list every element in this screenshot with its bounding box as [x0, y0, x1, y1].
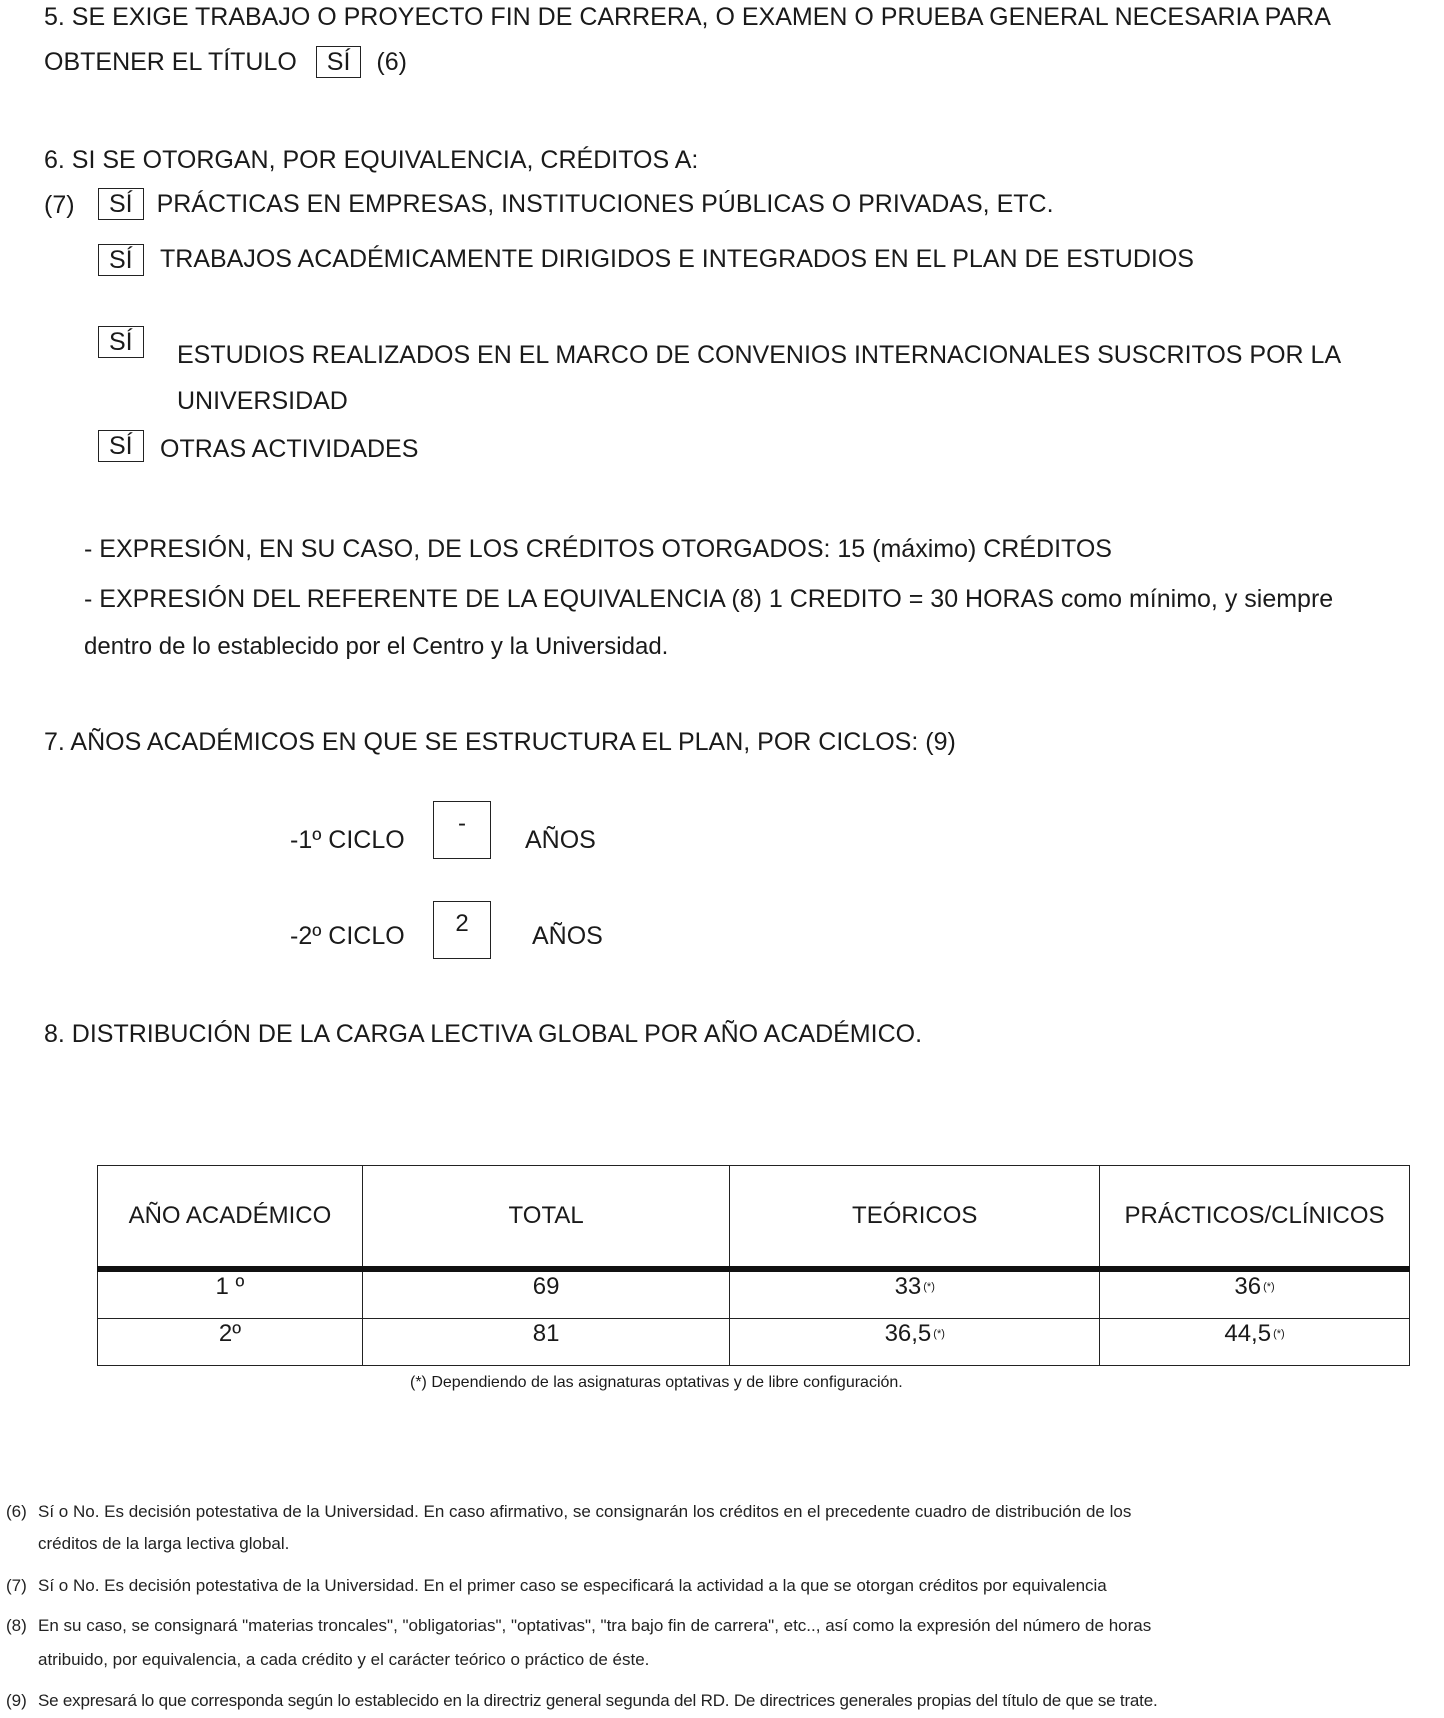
footnote-6-text2: créditos de la larga lectiva global. [38, 1534, 290, 1553]
item2-text: TRABAJOS ACADÉMICAMENTE DIRIGIDOS E INTEGRADOS EN EL PLAN DE ESTUDIOS [160, 245, 1194, 273]
section6-expr3: dentro de lo establecido por el Centro y la Universidad. [84, 633, 669, 660]
item3-checkbox: SÍ [98, 326, 144, 358]
row1-total: 69 [362, 1269, 730, 1319]
header-total: TOTAL [362, 1166, 730, 1270]
item3-text2: UNIVERSIDAD [177, 387, 348, 415]
row2-practicos-cell [1100, 1319, 1410, 1366]
row2-ano: 2º [98, 1319, 363, 1366]
section5-checkbox: SÍ [316, 46, 362, 78]
row1-ano: 1 º [98, 1269, 363, 1319]
table-row [98, 1269, 1410, 1319]
row1-teoricos: 33 [894, 1273, 922, 1300]
section6-heading: 6. SI SE OTORGAN, POR EQUIVALENCIA, CRÉDITOS A: [44, 146, 699, 174]
row2-total: 81 [362, 1319, 730, 1366]
footnote-7-num: (7) [6, 1576, 27, 1595]
section7-heading: 7. AÑOS ACADÉMICOS EN QUE SE ESTRUCTURA EL PLAN, POR CICLOS: (9) [44, 728, 956, 756]
ciclo2-value-box: 2 [433, 901, 491, 959]
section6-expr1: - EXPRESIÓN, EN SU CASO, DE LOS CRÉDITOS OTORGADOS: 15 (máximo) CRÉDITOS [84, 535, 1112, 563]
row1-teoricos-cell [730, 1269, 1100, 1319]
footnote-8-text: En su caso, se consignará "materias troncales", "obligatorias", "optativas", "tra bajo fin de carrera", etc.., así como la expresión del número de horas [38, 1616, 1152, 1635]
carga-lectiva-table [97, 1165, 1410, 1366]
footnote-6-num: (6) [6, 1502, 27, 1521]
row1-practicos: 36 [1234, 1273, 1262, 1300]
header-teoricos: TEÓRICOS [730, 1166, 1100, 1270]
section5-line1: 5. SE EXIGE TRABAJO O PROYECTO FIN DE CARRERA, O EXAMEN O PRUEBA GENERAL NECESARIA PARA [44, 3, 1331, 31]
ciclo1-label: -1º CICLO [290, 826, 405, 854]
footnote-9-num: (9) [6, 1691, 27, 1710]
section5-line2 [44, 46, 407, 78]
item2-checkbox: SÍ [98, 244, 144, 276]
row2-practicos: 44,5 [1224, 1320, 1272, 1347]
section6-item-2 [98, 244, 144, 276]
row2-teoricos-cell [730, 1319, 1100, 1366]
section5-ref: (6) [376, 48, 407, 76]
footnote-9-text: Se expresará lo que corresponda según lo establecido en la directriz general segunda del RD. De directrices generales propias del título de que se trate. [38, 1691, 1158, 1710]
section8-heading: 8. DISTRIBUCIÓN DE LA CARGA LECTIVA GLOBAL POR AÑO ACADÉMICO. [44, 1020, 923, 1048]
section6-expr2: - EXPRESIÓN DEL REFERENTE DE LA EQUIVALENCIA (8) 1 CREDITO = 30 HORAS como mínimo, y siempre [84, 585, 1334, 613]
item4-checkbox: SÍ [98, 430, 144, 462]
row1-practicos-cell [1100, 1269, 1410, 1319]
ciclo2-label: -2º CICLO [290, 922, 405, 950]
ciclo1-unit: AÑOS [525, 826, 596, 854]
footnote-8-num: (8) [6, 1616, 27, 1635]
row1-practicos-asterisk: (*) [1263, 1281, 1275, 1293]
item3-text: ESTUDIOS REALIZADOS EN EL MARCO DE CONVENIOS INTERNACIONALES SUSCRITOS POR LA [177, 341, 1342, 369]
row1-teoricos-asterisk: (*) [923, 1281, 935, 1293]
footnote-6-text: Sí o No. Es decisión potestativa de la Universidad. En caso afirmativo, se consignarán los créditos en el precedente cuadro de distribución de los [38, 1502, 1132, 1521]
table-note: (*) Dependiendo de las asignaturas optativas y de libre configuración. [410, 1374, 903, 1391]
row2-teoricos: 36,5 [884, 1320, 932, 1347]
table-header-row [98, 1166, 1410, 1270]
section6-item-4 [98, 430, 144, 462]
section6-ref: (7) [44, 191, 75, 219]
row2-teoricos-asterisk: (*) [933, 1328, 945, 1340]
section6-item-3 [98, 326, 144, 358]
item4-text: OTRAS ACTIVIDADES [160, 435, 419, 463]
item1-text: PRÁCTICAS EN EMPRESAS, INSTITUCIONES PÚBLICAS O PRIVADAS, ETC. [156, 190, 1054, 218]
ciclo1-value-box: - [433, 801, 491, 859]
header-ano: AÑO ACADÉMICO [98, 1166, 363, 1270]
table-row [98, 1319, 1410, 1366]
footnote-7-text: Sí o No. Es decisión potestativa de la Universidad. En el primer caso se especificará la actividad a la que se otorgan créditos por equivalencia [38, 1576, 1107, 1595]
item1-checkbox: SÍ [98, 188, 144, 220]
section5-title-text: OBTENER EL TÍTULO [44, 48, 297, 76]
section6-item-1 [98, 188, 1054, 220]
footnote-8-text2: atribuido, por equivalencia, a cada crédito y el carácter teórico o práctico de éste. [38, 1650, 650, 1669]
row2-practicos-asterisk: (*) [1273, 1328, 1285, 1340]
header-practicos: PRÁCTICOS/CLÍNICOS [1100, 1166, 1410, 1270]
ciclo2-unit: AÑOS [532, 922, 603, 950]
